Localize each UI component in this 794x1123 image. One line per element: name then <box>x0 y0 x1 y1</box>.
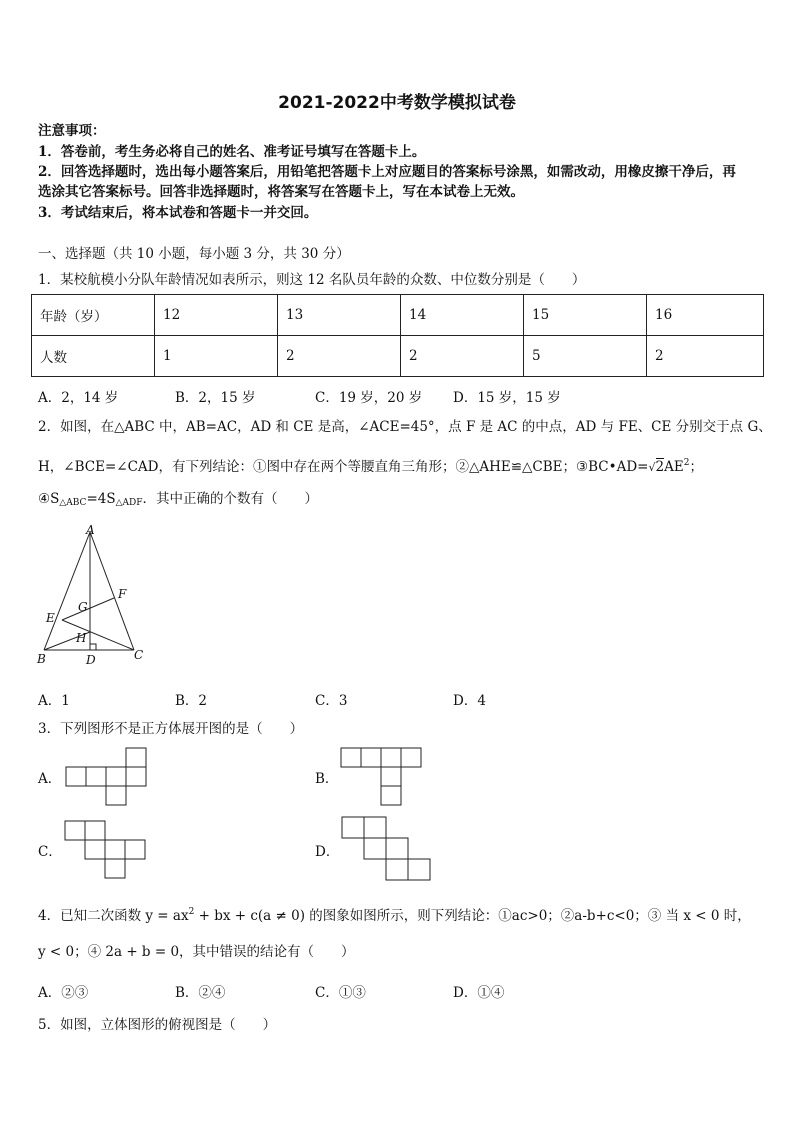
q2-option-c: C．3 <box>315 693 348 709</box>
table-cell: 2 <box>401 336 524 377</box>
q2-text: H，∠BCE=∠CAD，有下列结论：①图中存在两个等腰直角三角形；②△AHE≌△CBE；③BC•AD= <box>38 459 649 475</box>
label-c: C <box>134 648 144 662</box>
q4-text: + bx + c(a ≠ 0) 的图象如图所示，则下列结论：①ac>0；②a-b+c<0；③ 当 x < 0 时， <box>194 908 751 924</box>
q4-line-1 <box>38 903 751 925</box>
net-square <box>106 786 126 805</box>
subscript: △ABC <box>59 498 87 508</box>
net-square <box>126 748 146 767</box>
table-cell: 人数 <box>32 336 155 377</box>
net-square <box>85 840 105 859</box>
table-cell: 年龄（岁） <box>32 295 155 336</box>
q2-text: ．其中正确的个数有（ ） <box>142 491 318 507</box>
segment-fe <box>62 598 114 620</box>
sqrt-radicand: 2 <box>655 459 665 475</box>
cube-net-b <box>340 747 440 807</box>
net-square <box>126 767 146 786</box>
cube-net-c <box>64 820 164 880</box>
label-a: A <box>86 523 95 537</box>
altitude-ce <box>62 620 134 650</box>
q2-option-a: A．1 <box>38 693 70 709</box>
net-square <box>381 748 401 767</box>
table-row <box>32 295 764 336</box>
label-b: B <box>37 652 46 666</box>
net-square <box>86 767 106 786</box>
cube-net-a <box>64 747 164 807</box>
q3-option-d: D． <box>315 844 340 860</box>
net-square <box>361 748 381 767</box>
notice-item-3: 3．考试结束后，将本试卷和答题卡一并交回。 <box>38 205 318 221</box>
q4-option-d: D．①④ <box>453 985 505 1001</box>
q1-option-c: C．19 岁，20 岁 <box>315 390 423 406</box>
page-title: 2021-2022中考数学模拟试卷 <box>278 93 516 113</box>
notice-heading: 注意事项： <box>38 123 106 139</box>
notice-item-2-cont: 选涂其它答案标号。回答非选择题时，将答案写在答题卡上，写在本试卷上无效。 <box>38 184 524 200</box>
net-square <box>381 786 401 805</box>
notice-item-1: 1．答卷前，考生务必将自己的姓名、准考证号填写在答题卡上。 <box>38 144 426 160</box>
notice-item-2: 2．回答选择题时，选出每小题答案后，用铅笔把答题卡上对应题目的答案标号涂黑，如需改动，用橡皮擦干净后，再 <box>38 164 736 180</box>
q1-stem: 1．某校航模小分队年龄情况如表所示，则这 12 名队员年龄的众数、中位数分别是（ ） <box>38 272 586 288</box>
table-cell: 13 <box>278 295 401 336</box>
q2-text: AE <box>664 459 684 475</box>
age-table <box>31 294 764 377</box>
net-square <box>401 748 421 767</box>
table-cell: 1 <box>155 336 278 377</box>
q3-stem: 3．下列图形不是正方体展开图的是（ ） <box>38 721 304 737</box>
label-h: H <box>76 631 87 645</box>
net-square <box>106 767 126 786</box>
table-cell: 2 <box>647 336 764 377</box>
q3-option-b: B． <box>315 771 339 787</box>
net-square <box>381 767 401 786</box>
net-square <box>66 767 86 786</box>
label-e: E <box>46 611 55 625</box>
net-square <box>85 821 105 840</box>
net-square <box>341 748 361 767</box>
net-square <box>364 817 386 838</box>
net-square <box>105 859 125 878</box>
label-g: G <box>78 600 88 614</box>
q2-line-3 <box>38 490 318 512</box>
side-ac <box>90 532 134 650</box>
table-cell: 5 <box>524 336 647 377</box>
right-angle-mark <box>90 644 96 650</box>
net-square <box>105 840 125 859</box>
q2-option-b: B．2 <box>175 693 208 709</box>
q2-line-2 <box>38 454 703 477</box>
q1-option-d: D．15 岁，15 岁 <box>453 390 561 406</box>
q1-option-b: B．2，15 岁 <box>175 390 256 406</box>
q2-text: =4S <box>86 491 116 507</box>
q3-option-a: A． <box>38 771 62 787</box>
table-cell: 2 <box>278 336 401 377</box>
q1-option-a: A．2，14 岁 <box>38 390 119 406</box>
q4-option-a: A．②③ <box>38 985 89 1001</box>
q4-text: 4．已知二次函数 y = ax <box>38 908 189 924</box>
triangle-figure <box>34 522 149 672</box>
q4-option-c: C．①③ <box>315 985 366 1001</box>
label-f: F <box>118 587 127 601</box>
q2-text: ④S <box>38 491 60 507</box>
q3-option-c: C． <box>38 844 62 860</box>
q4-line-2: y < 0；④ 2a + b = 0，其中错误的结论有（ ） <box>38 944 355 960</box>
superscript: 2 <box>188 907 195 917</box>
sqrt-sign: √ <box>648 461 656 474</box>
table-cell: 14 <box>401 295 524 336</box>
cube-net-d <box>341 816 441 882</box>
q2-line-1: 2．如图，在△ABC 中，AB=AC，AD 和 CE 是高，∠ACE=45°，点 F 是 AC 的中点，AD 与 FE、CE 分别交于点 G、 <box>38 419 772 435</box>
q4-option-b: B．②④ <box>175 985 226 1001</box>
table-cell: 15 <box>524 295 647 336</box>
net-square <box>125 840 145 859</box>
label-d: D <box>86 653 96 667</box>
net-square <box>386 838 408 859</box>
table-cell: 12 <box>155 295 278 336</box>
table-row <box>32 336 764 377</box>
subscript: △ADF <box>115 498 143 508</box>
superscript: 2 <box>683 458 690 468</box>
net-square <box>408 859 430 880</box>
net-square <box>364 838 386 859</box>
section-heading: 一、选择题（共 10 小题，每小题 3 分，共 30 分） <box>38 246 350 262</box>
q5-stem: 5．如图，立体图形的俯视图是（ ） <box>38 1017 277 1033</box>
net-square <box>342 817 364 838</box>
net-square <box>386 859 408 880</box>
net-square <box>65 821 85 840</box>
table-cell: 16 <box>647 295 764 336</box>
q2-option-d: D．4 <box>453 693 486 709</box>
q2-text: ； <box>689 459 703 475</box>
